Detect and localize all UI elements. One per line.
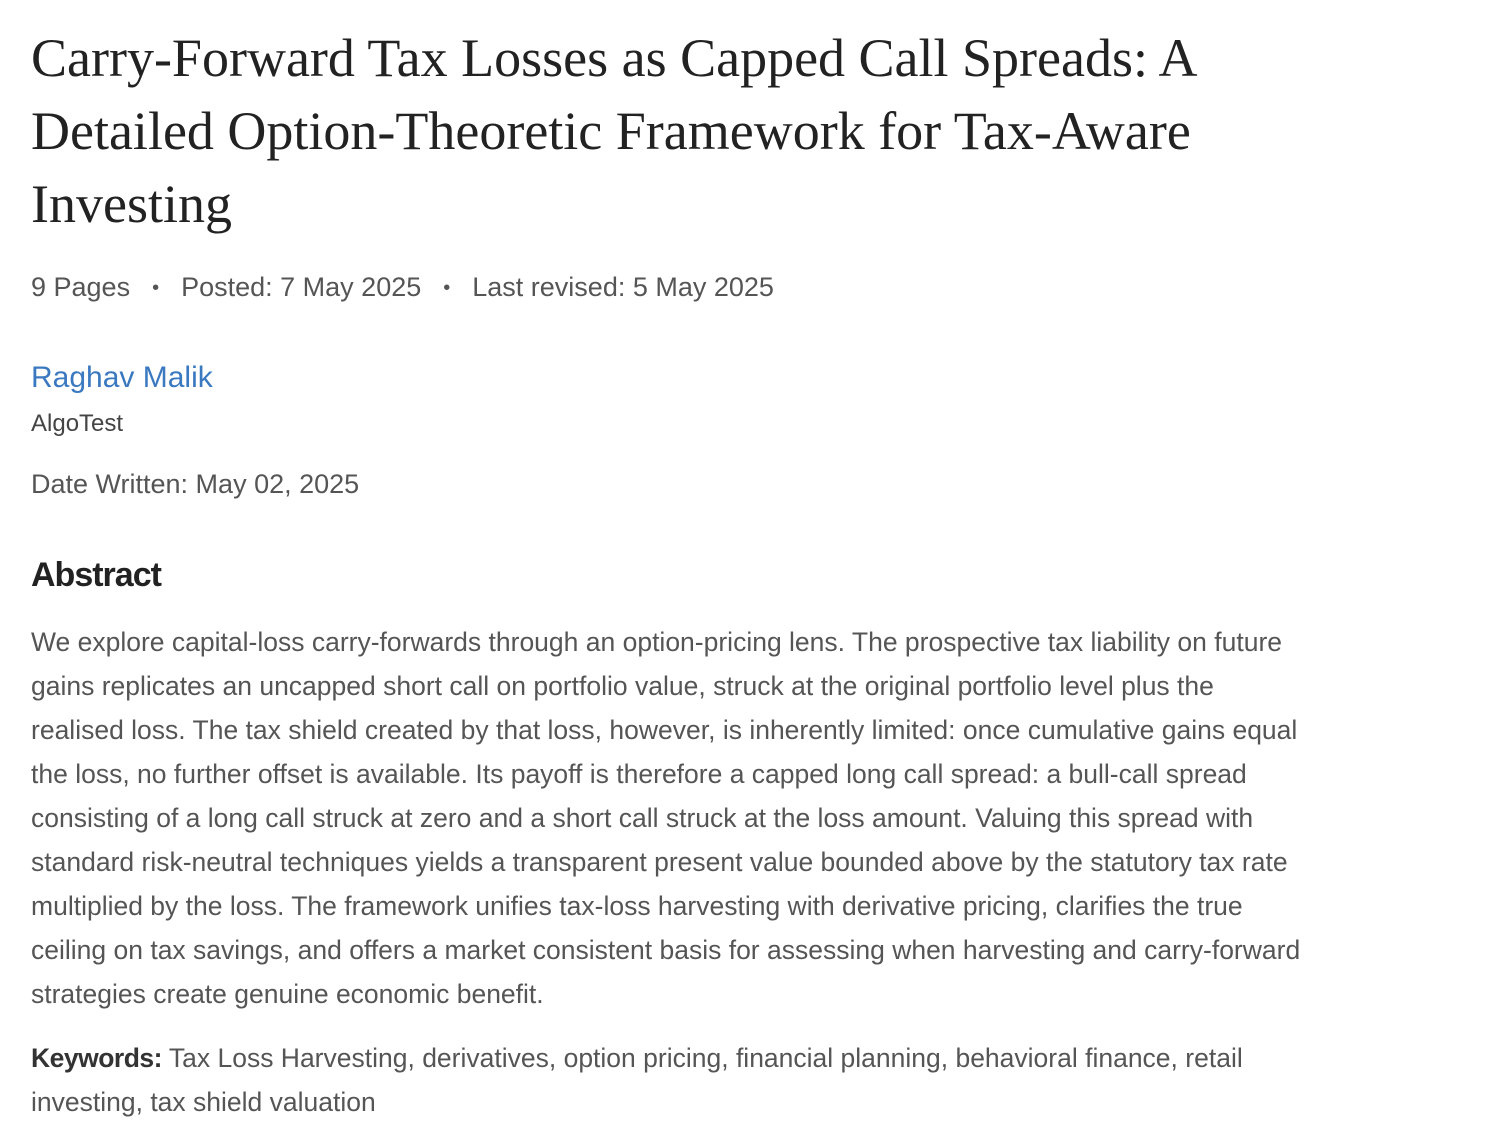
keywords-line <box>31 1036 1243 1080</box>
abstract-line: We explore capital-loss carry-forwards through an option-pricing lens. The prospective tax liability on future <box>31 627 1283 657</box>
revised-date: Last revised: 5 May 2025 <box>472 272 774 302</box>
date-written: Date Written: May 02, 2025 <box>31 469 360 499</box>
keywords-text: Tax Loss Harvesting, derivatives, option pricing, financial planning, behavioral finance, retail <box>161 1043 1243 1073</box>
abstract-text <box>31 620 1300 1016</box>
page-count: 9 Pages <box>31 272 131 302</box>
abstract-line: consisting of a long call struck at zero and a short call struck at the loss amount. Valuing this spread with <box>31 803 1254 833</box>
title-line: Investing <box>31 174 232 234</box>
paper-meta <box>31 272 774 303</box>
abstract-line: realised loss. The tax shield created by that loss, however, is inherently limited: once cumulative gains equal <box>31 715 1298 745</box>
paper-title <box>31 22 1198 241</box>
abstract-line: multiplied by the loss. The framework unifies tax-loss harvesting with derivative pricing, clarifies the true <box>31 891 1243 921</box>
abstract-line: gains replicates an uncapped short call on portfolio value, struck at the original portfolio level plus the <box>31 671 1214 701</box>
posted-date: Posted: 7 May 2025 <box>181 272 422 302</box>
abstract-heading: Abstract <box>31 556 161 594</box>
abstract-line: standard risk-neutral techniques yields a transparent present value bounded above by the statutory tax rate <box>31 847 1288 877</box>
author-link[interactable]: Raghav Malik <box>31 361 213 394</box>
keywords-label: Keywords: <box>31 1043 162 1073</box>
abstract-line: strategies create genuine economic benefit. <box>31 979 544 1009</box>
abstract-line: ceiling on tax savings, and offers a market consistent basis for assessing when harvesting and carry-forward <box>31 935 1301 965</box>
keywords-line: investing, tax shield valuation <box>31 1087 376 1117</box>
abstract-line: the loss, no further offset is available. Its payoff is therefore a capped long call spread: a bull-call spread <box>31 759 1247 789</box>
title-line: Carry-Forward Tax Losses as Capped Call Spreads: A <box>31 28 1198 88</box>
separator: • <box>443 277 451 300</box>
separator: • <box>152 277 160 300</box>
keywords <box>31 1036 1243 1124</box>
title-line: Detailed Option-Theoretic Framework for Tax-Aware <box>31 101 1191 161</box>
author-affiliation: AlgoTest <box>31 410 124 437</box>
